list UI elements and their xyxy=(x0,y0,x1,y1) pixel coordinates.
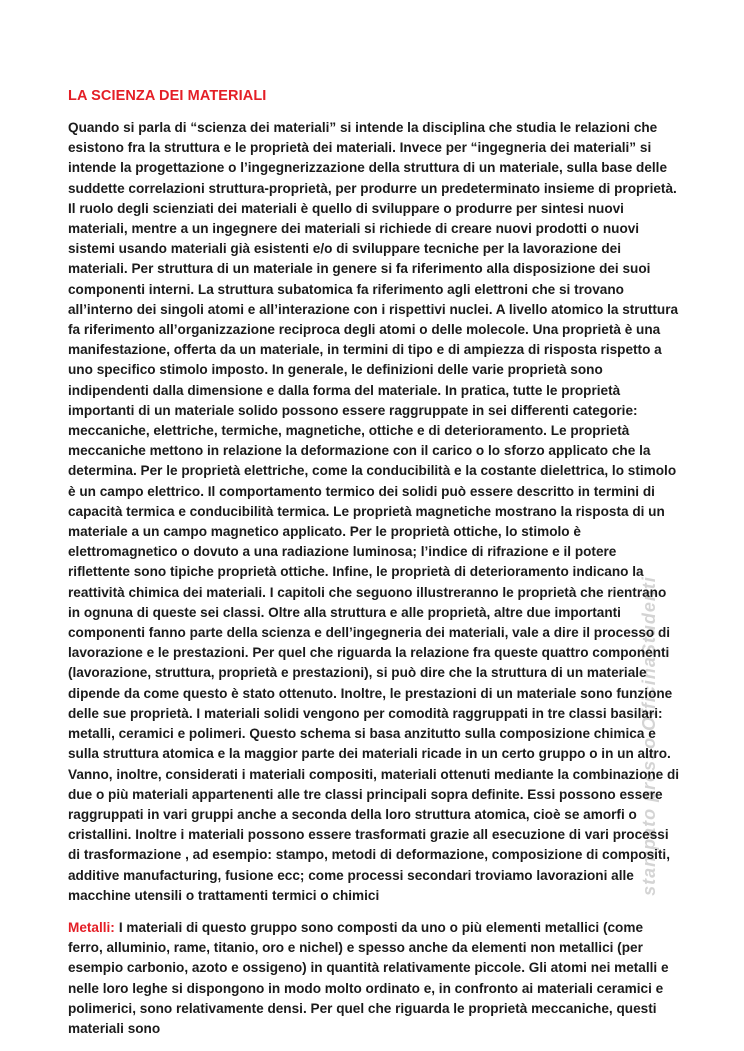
metals-lead-label: Metalli: xyxy=(68,919,115,935)
document-content xyxy=(68,88,680,1051)
paragraph-metals xyxy=(68,918,680,1039)
watermark-text: stampato presso OfficinaStudenti xyxy=(639,576,659,896)
metals-paragraph-text: I materiali di questo gruppo sono composti da uno o più elementi metallici (come ferro, alluminio, rame, titanio, oro e nichel) e spesso anche da elementi non metallici (per esempio carbonio, azoto e ossigeno) in quantità relativamente piccole. Gli atomi nei metalli e nelle loro leghe si dispongono in modo molto ordinato e, in confronto ai materiali ceramici e polimerici, sono relativamente densi. Per quel che riguarda le proprietà meccaniche, questi materiali sono xyxy=(68,919,669,1036)
page-title: LA SCIENZA DEI MATERIALI xyxy=(68,88,267,104)
paragraph-materials-science: Quando si parla di “scienza dei materiali” si intende la disciplina che studia le relazioni che esistono fra la struttura e le proprietà dei materiali. Invece per “ingegneria dei materiali” si intende la progettazione o l’ingegnerizzazione della struttura di un materiale, sulla base delle suddette correlazioni struttura-proprietà, per produrre un predeterminato insieme di proprietà. Il ruolo degli scienziati dei materiali è quello di sviluppare o produrre per sintesi nuovi materiali, mentre a un ingegnere dei materiali si richiede di creare nuovi prodotti o nuovi sistemi usando materiali già esistenti e/o di sviluppare tecniche per la lavorazione dei materiali. Per struttura di un materiale in genere si fa riferimento alla disposizione dei suoi componenti interni. La struttura subatomica fa riferimento agli elettroni che si trovano all’interno dei singoli atomi e all’interazione con i rispettivi nuclei. A livello atomico la struttura fa riferimento all’organizzazione reciproca degli atomi o delle molecole. Una proprietà è una manifestazione, offerta da un materiale, in termini di tipo e di ampiezza di risposta rispetto a uno specifico stimolo imposto. In generale, le definizioni delle varie proprietà sono indipendenti dalla dimensione e dalla forma del materiale. In pratica, tutte le proprietà importanti di un materiale solido possono essere raggruppate in sei differenti categorie: meccaniche, elettriche, termiche, magnetiche, ottiche e di deterioramento. Le proprietà meccaniche mettono in relazione la deformazione con il carico o lo sforzo applicato che la determina. Per le proprietà elettriche, come la conducibilità e la costante dielettrica, lo stimolo è un campo elettrico. Il comportamento termico dei solidi può essere descritto in termini di capacità termica e conducibilità termica. Le proprietà magnetiche mostrano la risposta di un materiale a un campo magnetico applicato. Per le proprietà ottiche, lo stimolo è elettromagnetico o dovuto a una radiazione luminosa; l’indice di rifrazione e il potere riflettente sono tipiche proprietà ottiche. Infine, le proprietà di deterioramento indicano la reattività chimica dei materiali. I capitoli che seguono illustreranno le proprietà che rientrano in ognuna di queste sei classi. Oltre alla struttura e alle proprietà, altre due importanti componenti fanno parte della scienza e dell’ingegneria dei materiali, vale a dire il processo di lavorazione e le prestazioni. Per quel che riguarda la relazione fra queste quattro componenti (lavorazione, struttura, proprietà e prestazioni), si può dire che la struttura di un materiale dipende da come questo è stato ottenuto. Inoltre, le prestazioni di un materiale sono funzione delle sue proprietà. I materiali solidi vengono per comodità raggruppati in tre classi basilari: metalli, ceramici e polimeri. Questo schema si basa anzitutto sulla composizione chimica e sulla struttura atomica e la maggior parte dei materiali ricade in un certo gruppo o in un altro. Vanno, inoltre, considerati i materiali compositi, materiali ottenuti mediante la combinazione di due o più materiali appartenenti alle tre classi principali sopra definite. Essi possono essere raggruppati in vari gruppi anche a seconda della loro struttura atomica, cioè se amorfi o cristallini. Inoltre i materiali possono essere trasformati grazie all esecuzione di vari processi di trasformazione , ad esempio: stampo, metodi di deformazione, composizione di compositi, additive manufacturing, fusione ecc; come processi secondari troviamo lavorazioni alle macchine utensili o trattamenti termici o chimici xyxy=(68,120,680,903)
